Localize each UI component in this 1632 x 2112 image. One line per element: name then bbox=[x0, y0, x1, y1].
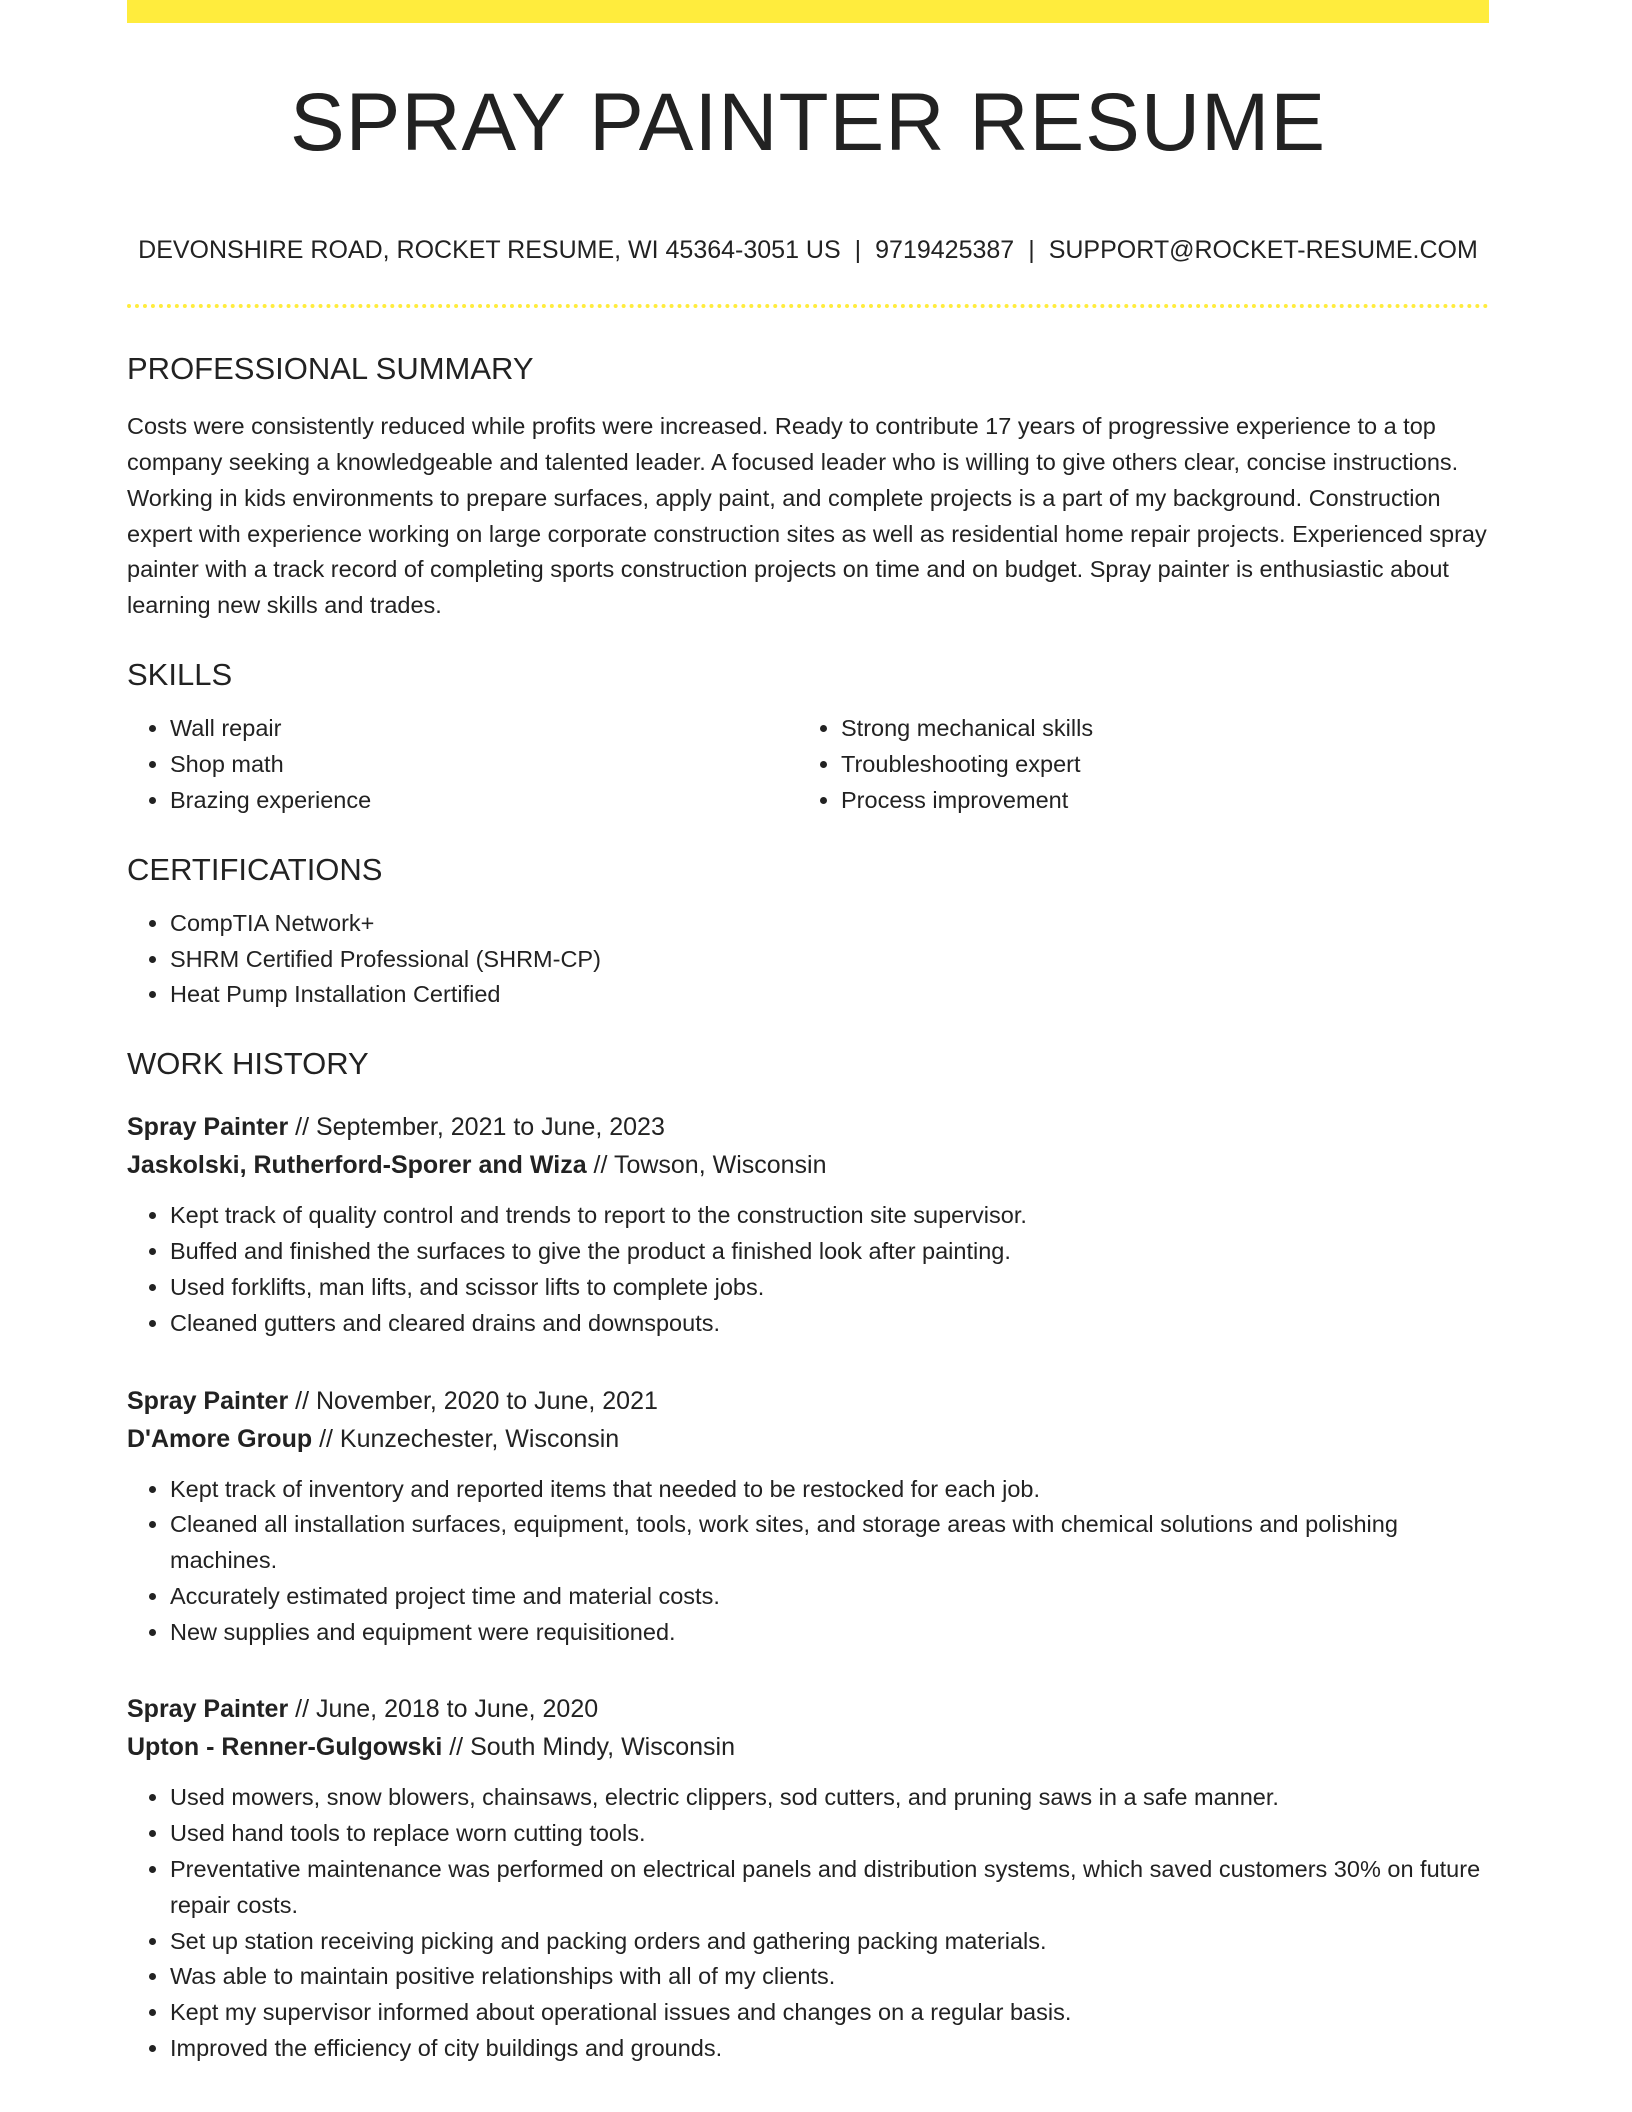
job-title-line bbox=[127, 1108, 1489, 1146]
job-entry bbox=[127, 1690, 1489, 2066]
certification-item: • Heat Pump Installation Certified bbox=[170, 977, 1489, 1013]
skill-item: • Shop math bbox=[170, 747, 798, 783]
job-bullet: • Cleaned all installation surfaces, equipment, tools, work sites, and storage areas with chemical solutions and polishing machines. bbox=[170, 1507, 1489, 1579]
job-bullet: • Cleaned gutters and cleared drains and downspouts. bbox=[170, 1306, 1489, 1342]
job-dates: // November, 2020 to June, 2021 bbox=[288, 1386, 658, 1415]
contact-separator: | bbox=[1028, 236, 1035, 264]
skills-list-right bbox=[798, 711, 1469, 818]
top-accent-bar bbox=[127, 0, 1489, 23]
skill-item: • Strong mechanical skills bbox=[841, 711, 1469, 747]
job-bullet: • Used hand tools to replace worn cutting tools. bbox=[170, 1816, 1489, 1852]
contact-address: DEVONSHIRE ROAD, ROCKET RESUME, WI 45364-3051 US bbox=[138, 236, 841, 264]
skill-item: • Process improvement bbox=[841, 783, 1469, 819]
job-dates: // September, 2021 to June, 2023 bbox=[288, 1113, 665, 1142]
job-bullet: • Kept track of quality control and trends to report to the construction site supervisor. bbox=[170, 1198, 1489, 1234]
job-company: D'Amore Group bbox=[127, 1424, 313, 1453]
certifications-section bbox=[127, 851, 1489, 1014]
job-bullets bbox=[127, 1198, 1489, 1341]
contact-email: SUPPORT@ROCKET-RESUME.COM bbox=[1048, 236, 1478, 264]
skills-list-left bbox=[127, 711, 798, 818]
job-company-line bbox=[127, 1728, 1489, 1766]
contact-separator: | bbox=[854, 236, 862, 264]
job-bullet: • Used mowers, snow blowers, chainsaws, electric clippers, sod cutters, and pruning saws in a safe manner. bbox=[170, 1780, 1489, 1816]
job-bullet: • Kept track of inventory and reported items that needed to be restocked for each job. bbox=[170, 1472, 1489, 1508]
summary-text: Costs were consistently reduced while profits were increased. Ready to contribute 17 years of progressive experience to a top company seeking a knowledgeable and talented leader. A focused leader who is willing to give others clear, concise instructions. Working in kids environments to prepare surfaces, apply paint, and complete projects is a part of my background. Construction expert with experience working on large corporate construction sites as well as residential home repair projects. Experienced spray painter with a track record of completing sports construction projects on time and on budget. Spray painter is enthusiastic about learning new skills and trades. bbox=[127, 413, 1487, 619]
job-location: // Kunzechester, Wisconsin bbox=[312, 1424, 620, 1453]
job-company: Upton - Renner-Gulgowski bbox=[127, 1733, 443, 1762]
job-bullet: • Set up station receiving picking and packing orders and gathering packing materials. bbox=[170, 1924, 1489, 1960]
contact-phone: 9719425387 bbox=[875, 236, 1015, 264]
job-bullet: • Buffed and finished the surfaces to give the product a finished look after painting. bbox=[170, 1234, 1489, 1270]
work-history-section bbox=[127, 1045, 1489, 2067]
certification-item: • SHRM Certified Professional (SHRM-CP) bbox=[170, 942, 1489, 978]
skills-section bbox=[127, 656, 1489, 819]
skill-item: • Brazing experience bbox=[170, 783, 798, 819]
job-company: Jaskolski, Rutherford-Sporer and Wiza bbox=[127, 1151, 587, 1180]
contact-line bbox=[127, 236, 1489, 265]
certifications-list bbox=[127, 906, 1489, 1013]
job-bullet: • Preventative maintenance was performed on electrical panels and distribution systems, which saved customers 30% on future repair costs. bbox=[170, 1852, 1489, 1924]
work-history-heading: WORK HISTORY bbox=[127, 1046, 369, 1082]
job-bullets bbox=[127, 1472, 1489, 1651]
job-bullet: • New supplies and equipment were requisitioned. bbox=[170, 1615, 1489, 1651]
resume-title: SPRAY PAINTER RESUME bbox=[289, 77, 1327, 168]
certification-item: • CompTIA Network+ bbox=[170, 906, 1489, 942]
job-bullet: • Improved the efficiency of city buildings and grounds. bbox=[170, 2031, 1489, 2067]
dotted-divider bbox=[127, 304, 1489, 308]
job-bullet: • Was able to maintain positive relationships with all of my clients. bbox=[170, 1959, 1489, 1995]
job-location: // Towson, Wisconsin bbox=[586, 1151, 827, 1180]
job-location: // South Mindy, Wisconsin bbox=[442, 1733, 735, 1762]
skill-item: • Troubleshooting expert bbox=[841, 747, 1469, 783]
job-title-line bbox=[127, 1690, 1489, 1728]
job-entry bbox=[127, 1382, 1489, 1651]
summary-section bbox=[127, 350, 1489, 624]
skills-grid bbox=[127, 693, 1489, 818]
job-role: Spray Painter bbox=[127, 1695, 289, 1724]
skill-item: • Wall repair bbox=[170, 711, 798, 747]
job-company-line bbox=[127, 1146, 1489, 1184]
summary-heading: PROFESSIONAL SUMMARY bbox=[127, 351, 534, 386]
job-role: Spray Painter bbox=[127, 1113, 289, 1142]
job-dates: // June, 2018 to June, 2020 bbox=[288, 1695, 599, 1724]
resume-body bbox=[127, 350, 1489, 2067]
skills-heading: SKILLS bbox=[127, 656, 233, 692]
certifications-heading: CERTIFICATIONS bbox=[127, 851, 383, 887]
job-company-line bbox=[127, 1420, 1489, 1458]
job-bullet: • Used forklifts, man lifts, and scissor lifts to complete jobs. bbox=[170, 1270, 1489, 1306]
job-bullet: • Kept my supervisor informed about operational issues and changes on a regular basis. bbox=[170, 1995, 1489, 2031]
job-title-line bbox=[127, 1382, 1489, 1420]
job-role: Spray Painter bbox=[127, 1386, 289, 1415]
job-bullet: • Accurately estimated project time and material costs. bbox=[170, 1579, 1489, 1615]
job-entry bbox=[127, 1108, 1489, 1341]
job-bullets bbox=[127, 1780, 1489, 2066]
